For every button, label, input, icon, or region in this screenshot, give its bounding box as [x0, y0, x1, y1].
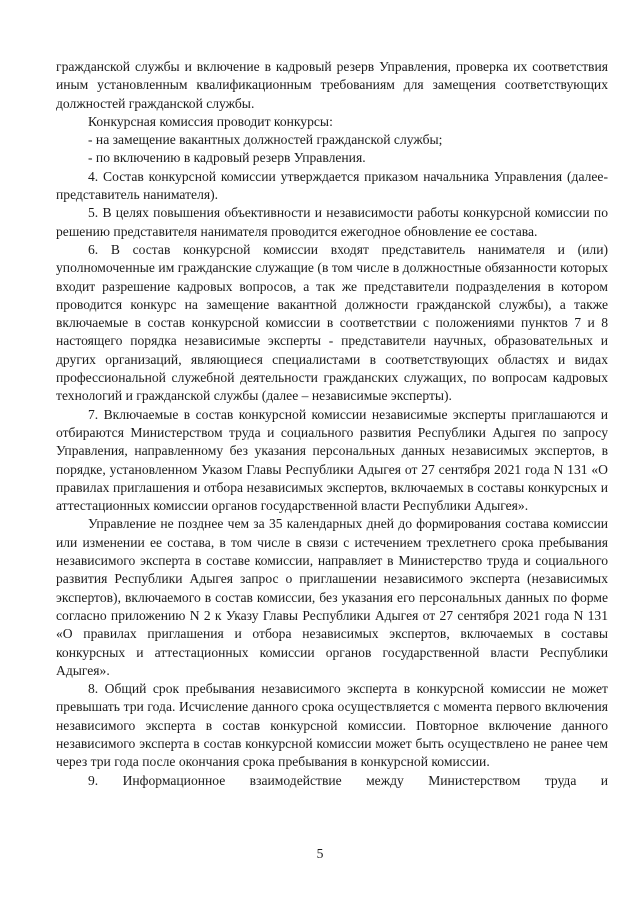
list-item-vacant-positions: - на замещение вакантных должностей гражданской службы; — [88, 132, 443, 148]
paragraph-item-9: 9. Информационное взаимодействие между Министерством труда и — [88, 772, 608, 788]
document-body — [56, 58, 608, 790]
paragraph-item-8: 8. Общий срок пребывания независимого эксперта в конкурсной комиссии не может превышать три года. Исчисление данного срока осуществляется с момента первого включения независимого эксперта в состав конкурсной комиссии. Повторное включение данного независимого эксперта в состав конкурсной комиссии может быть осуществлено не ранее чем через три года после окончания срока пребывания в конкурсной комиссии. — [56, 681, 608, 770]
paragraph-item-4: 4. Состав конкурсной комиссии утверждается приказом начальника Управления (далее- представитель нанимателя). — [56, 168, 608, 203]
page-number: 5 — [316, 846, 324, 861]
paragraph-continuation: гражданской службы и включение в кадровый резерв Управления, проверка их соответствия иным установленным квалификационным требованиям для замещения соответствующих должностей гражданской службы. — [56, 59, 608, 111]
paragraph-item-7-request: Управление не позднее чем за 35 календарных дней до формирования состава комиссии или изменении ее состава, в том числе в связи с истечением трехлетнего срока пребывания независимого эксперта в составе комиссии, направляет в Министерство труда и социального развития Республики Адыгея запрос о приглашении независимого эксперта (независимых экспертов), включаемого в состав комиссии, без указания его персональных данных по форме согласно приложению N 2 к Указу Главы Республики Адыгея от 27 сентября 2021 года N 131 «О правилах приглашения и отбора независимых экспертов, включаемых в составы конкурсных и аттестационных комиссии органов государственной власти Республики Адыгея». — [56, 516, 608, 678]
paragraph-item-7: 7. Включаемые в состав конкурсной комиссии независимые эксперты приглашаются и отбираются Министерством труда и социального развития Республики Адыгея по запросу Управления, направленному без указания персональных данных независимых экспертов, в порядке, установленном Указом Главы Республики Адыгея от 27 сентября 2021 года N 131 «О правилах приглашения и отбора независимых экспертов, включаемых в составы конкурсных и аттестационных комиссии органов государственной власти Республики Адыгея». — [56, 406, 608, 514]
paragraph-item-6: 6. В состав конкурсной комиссии входят представитель нанимателя и (или) уполномоченные им гражданские служащие (в том числе в должностные обязанности которых входит разрешение кадровых вопросов, а так же представители подразделения в котором проводится конкурс на замещение вакантной должности гражданской службы), а также включаемые в состав конкурсной комиссии в соответствии с положениями пунктов 7 и 8 настоящего порядка независимые эксперты - представители научных, образовательных и других организаций, являющиеся специалистами в соответствующих областях и видах профессиональной служебной деятельности гражданских служащих, по вопросам кадровых технологий и гражданской службы (далее – независимые эксперты). — [56, 241, 608, 404]
paragraph-item-5: 5. В целях повышения объективности и независимости работы конкурсной комиссии по решению представителя нанимателя проводится ежегодное обновление ее состава. — [56, 205, 608, 239]
list-item-personnel-reserve: - по включению в кадровый резерв Управления. — [88, 150, 366, 166]
paragraph-competitions-intro: Конкурсная комиссия проводит конкурсы: — [88, 113, 333, 129]
